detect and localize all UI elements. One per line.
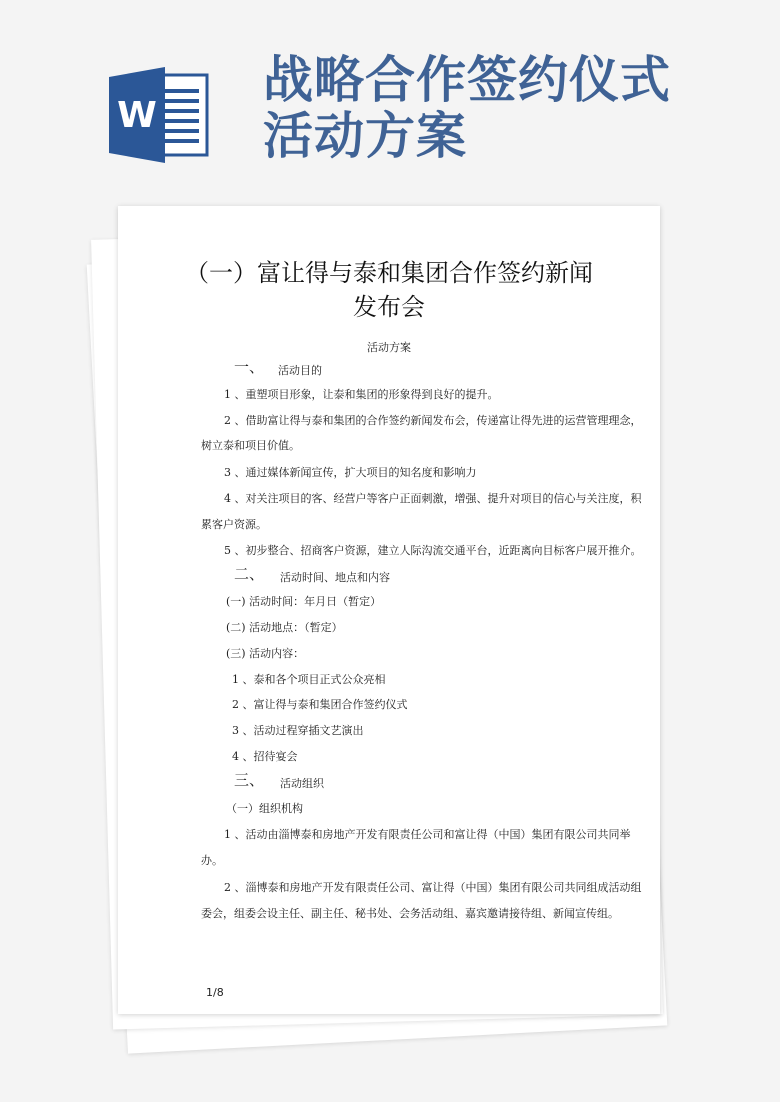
paragraph: 树立泰和项目价值。 [201,439,300,452]
document-title-line2: 发布会 [353,293,425,321]
paragraph: 委会，组委会设主任、副主任、秘书处、会务活动组、嘉宾邀请接待组、新闻宣传组。 [201,907,619,920]
paragraph: 4 、对关注项目的客、经营户等客户正面刺激，增强、提升对项目的信心与关注度，积 [224,492,642,505]
section-heading: 活动目的 [278,364,322,377]
paragraph: 1 、活动由淄博泰和房地产开发有限责任公司和富让得（中国）集团有限公司共同举 [224,828,631,841]
banner-title-line2: 活动方案 [263,107,467,165]
word-icon [107,67,209,163]
section-number: 二、 [234,565,265,583]
paragraph: 3 、通过媒体新闻宣传，扩大项目的知名度和影响力 [224,466,477,479]
list-item: (二) 活动地点：（暂定） [226,621,343,634]
list-item: 4 、招待宴会 [232,750,298,763]
page-number: 1/8 [206,986,224,999]
paragraph: 累客户资源。 [201,518,267,531]
document-page [118,206,660,1014]
paragraph: 2 、淄博泰和房地产开发有限责任公司、富让得（中国）集团有限公司共同组成活动组 [224,881,642,894]
list-item: （一）组织机构 [226,802,303,815]
section-heading: 活动组织 [280,777,324,790]
paragraph: 1 、重塑项目形象，让泰和集团的形象得到良好的提升。 [224,388,499,401]
list-item: 2 、富让得与泰和集团合作签约仪式 [232,698,408,711]
banner-title [263,52,671,164]
banner-title-line1: 战略合作签约仪式 [263,51,671,109]
paragraph: 5 、初步整合、招商客户资源，建立人际沟流交通平台，近距离向目标客户展开推介。 [224,544,642,557]
section-number: 一、 [234,358,265,376]
paragraph: 2 、借助富让得与泰和集团的合作签约新闻发布会，传递富让得先进的运营管理理念， [224,414,642,427]
document-title-line1: （一）富让得与泰和集团合作签约新闻 [185,259,593,287]
section-heading: 活动时间、地点和内容 [280,571,390,584]
document-title [118,256,660,324]
document-subtitle: 活动方案 [367,341,411,354]
list-item: 1 、泰和各个项目正式公众亮相 [232,673,386,686]
paragraph: 办。 [201,854,223,867]
list-item: (一) 活动时间：年月日（暂定） [226,595,382,608]
section-number: 三、 [234,771,265,789]
list-item: (三) 活动内容： [226,647,305,660]
list-item: 3 、活动过程穿插文艺演出 [232,724,364,737]
svg-text:W: W [117,95,157,136]
